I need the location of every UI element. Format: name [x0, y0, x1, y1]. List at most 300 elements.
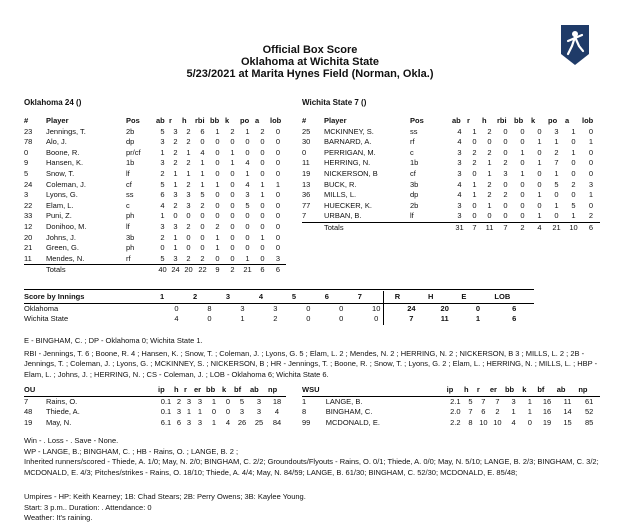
player-cell: 1 [215, 179, 220, 189]
player-cell: PERRIGAN, M. [324, 147, 376, 157]
column-header: Pos [410, 116, 424, 125]
player-cell: ph [126, 243, 135, 253]
pitcher-cell: 8 [302, 407, 307, 417]
pitcher-cell: 61 [578, 396, 600, 407]
player-cell: 0 [215, 147, 220, 157]
player-cell: 0 [186, 211, 191, 221]
pitcher-cell: 1 [197, 407, 203, 417]
player-cell: 4 [457, 190, 462, 200]
player-cell: 1 [588, 190, 594, 200]
away-pitching-header [24, 385, 286, 396]
player-cell: Hansen, K. [46, 158, 84, 168]
player-cell: 2 [186, 126, 191, 136]
player-cell: 0 [215, 253, 220, 263]
innings-team-name: Wichita State [24, 314, 69, 324]
column-header: h [182, 116, 187, 125]
player-row [24, 158, 286, 169]
pitcher-cell: 3 [184, 396, 194, 407]
pitcher-row [24, 396, 286, 407]
player-cell: 4 [245, 179, 250, 189]
pitcher-cell: May, N. [46, 417, 72, 427]
pitcher-cell: 3 [505, 396, 522, 407]
column-header: er [489, 385, 497, 394]
pitcher-cell: 18 [268, 396, 286, 407]
player-cell: 0 [260, 158, 265, 168]
totals-cell: 7 [467, 222, 482, 233]
inning-score: 8 [193, 303, 226, 314]
rhe-value: 1 [475, 314, 480, 324]
totals-cell: 4 [531, 222, 548, 233]
player-row [302, 201, 600, 212]
pitcher-cell: 2 [495, 407, 500, 417]
player-row [302, 190, 600, 201]
player-cell: 1 [186, 168, 191, 178]
player-cell: Snow, T. [46, 168, 75, 178]
pitcher-cell: 3 [197, 417, 203, 427]
pitcher-cell: 4 [225, 417, 231, 427]
totals-cell [302, 222, 324, 233]
inning-label: 7 [357, 292, 362, 301]
player-cell: 1 [520, 147, 525, 157]
player-cell: ss [410, 126, 418, 136]
inning-label: 3 [225, 292, 231, 301]
player-cell: 13 [302, 179, 311, 189]
player-row [302, 137, 600, 148]
player-cell: 21 [24, 243, 33, 253]
column-header: bb [504, 385, 515, 394]
score-by-innings-table [24, 292, 534, 325]
player-cell: 1 [200, 179, 205, 189]
pitcher-cell: BINGHAM, C. [325, 407, 373, 417]
player-cell: 0 [487, 211, 492, 221]
pitcher-row [302, 396, 600, 407]
weather-line: Weather: It's raining. [24, 513, 93, 523]
totals-cell [410, 222, 452, 233]
column-header: ab [556, 385, 566, 394]
pitcher-cell: 4 [511, 417, 516, 427]
totals-cell: 31 [452, 222, 467, 233]
pitcher-cell: 1 [302, 396, 326, 407]
column-header: bb [206, 385, 216, 394]
player-row [24, 211, 286, 222]
player-cell: 1 [554, 200, 559, 210]
player-cell: 4 [457, 126, 462, 136]
player-cell: 0 [230, 253, 235, 263]
player-cell: 1b [410, 158, 419, 168]
totals-cell: 11 [482, 222, 497, 233]
totals-cell: 7 [497, 222, 514, 233]
player-cell: 0 [472, 211, 477, 221]
player-cell: cf [126, 179, 132, 189]
column-header: r [467, 116, 470, 125]
player-cell: 2 [173, 158, 178, 168]
player-cell: 3 [503, 168, 508, 178]
column-header: np [578, 385, 588, 394]
player-cell: 36 [302, 190, 311, 200]
player-cell: 0 [472, 200, 477, 210]
player-cell: 1 [520, 168, 525, 178]
player-cell: 0 [275, 147, 281, 157]
inning-score: 3 [226, 303, 259, 314]
player-cell: 0 [275, 243, 281, 253]
player-cell: 2 [186, 158, 191, 168]
player-row [24, 180, 286, 191]
player-cell: Alo, J. [46, 137, 67, 147]
player-cell: 0 [487, 137, 492, 147]
player-cell: 0 [520, 200, 525, 210]
player-cell: 0 [230, 200, 235, 210]
player-cell: 0 [472, 137, 477, 147]
rhe-value: 7 [409, 314, 414, 324]
player-cell: 0 [537, 179, 542, 189]
inning-label: 5 [291, 292, 296, 301]
column-header: r [476, 385, 480, 394]
player-cell: 1 [554, 168, 559, 178]
pitcher-cell: 5 [234, 396, 250, 407]
column-header: a [565, 116, 570, 125]
player-cell: 1 [537, 211, 542, 221]
player-cell: Lyons, G. [46, 190, 78, 200]
player-cell: 2 [200, 200, 205, 210]
player-cell: 0 [503, 211, 508, 221]
decisions-note: Win - . Loss - . Save - None. [24, 436, 119, 445]
player-cell: 3 [24, 190, 29, 200]
player-cell: 19 [302, 168, 311, 178]
pitcher-cell: 48 [24, 407, 33, 417]
column-header: k [222, 385, 227, 394]
player-cell: 2 [487, 147, 492, 157]
player-cell: 0 [588, 126, 594, 136]
totals-cell: 9 [210, 265, 225, 276]
totals-cell: 10 [565, 222, 582, 233]
player-cell: Boone, R. [46, 147, 80, 157]
player-cell: 2b [410, 200, 419, 210]
inning-score: 10 [358, 303, 395, 314]
player-cell: 3 [173, 190, 178, 200]
player-cell: 5 [24, 168, 29, 178]
player-row [302, 180, 600, 191]
player-cell: 0 [186, 243, 191, 253]
player-cell: URBAN, B. [324, 211, 362, 221]
player-cell: 5 [200, 190, 205, 200]
player-cell: 0 [520, 211, 525, 221]
pitcher-row [302, 418, 600, 429]
player-cell: 1 [472, 179, 477, 189]
player-cell: 1 [487, 168, 492, 178]
player-cell: 2 [200, 253, 205, 263]
player-cell: 1 [260, 190, 265, 200]
player-cell: 1 [245, 168, 250, 178]
player-cell: 12 [24, 221, 33, 231]
player-cell: lf [126, 221, 130, 231]
totals-cell: 6 [270, 265, 286, 276]
player-cell: 3 [160, 158, 165, 168]
innings-header [24, 292, 534, 303]
totals-cell: 2 [225, 265, 240, 276]
totals-cell: Totals [46, 265, 126, 276]
column-header: lob [270, 116, 282, 125]
player-cell: 1 [571, 147, 576, 157]
player-cell: 3 [457, 168, 462, 178]
column-header: er [194, 385, 202, 394]
player-cell: 1 [160, 211, 165, 221]
pitcher-cell: 0 [222, 396, 234, 407]
player-cell: Johns, J. [46, 232, 77, 242]
pitcher-cell: 0 [527, 417, 532, 427]
totals-cell: 6 [255, 265, 270, 276]
player-cell: 2 [472, 158, 477, 168]
player-cell: 7 [302, 211, 307, 221]
totals-cell: 21 [240, 265, 255, 276]
column-header: ab [250, 385, 259, 394]
player-cell: 0 [215, 168, 220, 178]
totals-row [24, 265, 286, 276]
player-cell: 0 [302, 147, 307, 157]
player-cell: 4 [457, 179, 462, 189]
player-cell: 3 [588, 179, 594, 189]
column-header: h [482, 116, 487, 125]
player-cell: 11 [24, 253, 32, 263]
column-header: h [463, 385, 469, 394]
player-cell: ss [126, 190, 134, 200]
player-cell: 1 [472, 190, 477, 200]
pitcher-cell: 5 [464, 396, 477, 407]
player-cell: rf [126, 253, 131, 263]
player-cell: 0 [186, 232, 191, 242]
pitcher-cell: MCDONALD, E. [325, 417, 380, 427]
player-cell: 3 [457, 158, 462, 168]
player-cell: 0 [275, 126, 281, 136]
player-row [24, 243, 286, 254]
player-cell: 3 [160, 221, 165, 231]
player-cell: 3 [173, 253, 178, 263]
player-cell: 5 [160, 253, 165, 263]
pitcher-cell: 3 [194, 396, 206, 407]
inning-score: 0 [374, 314, 379, 324]
pitcher-cell: 3 [256, 407, 262, 417]
inherited-runners-note: Inherited runners/scored - Thiede, A. 1/0; May, N. 2/0; BINGHAM, C. 2/2; Groundouts/Flyouts - Rains, O. 0/1; Thiede, A. 0/0; May, N. 5/10; LANGE, B. 2/3; BINGHAM, C. 3/2; MCDONALD, E. 4/3; Pitches/strikes - Rains, O. 18/10; Thiede, A. 4/4; May, N. 84/59; LANGE, B. 61/30; BINGHAM, C. 52/30; MCDONALD, E. 85/48; [24, 457, 599, 477]
player-cell: 0 [472, 168, 477, 178]
player-cell: 1 [472, 126, 477, 136]
player-cell: 0 [503, 126, 508, 136]
rhe-value: 0 [461, 303, 494, 314]
player-cell: 1 [173, 243, 178, 253]
column-header: ip [158, 385, 165, 394]
pitching-team-label: WSU [302, 385, 320, 394]
player-cell: 0 [503, 147, 508, 157]
player-cell: 0 [173, 211, 178, 221]
pitcher-cell: 1 [527, 407, 532, 417]
inning-score: 0 [160, 303, 193, 314]
player-row [24, 233, 286, 244]
home-pitching-header [302, 385, 600, 396]
pitcher-cell: 26 [237, 417, 247, 427]
player-cell: 2 [487, 126, 492, 136]
player-cell: 0 [230, 168, 235, 178]
innings-team-name: Oklahoma [24, 303, 160, 314]
player-cell: 0 [200, 211, 205, 221]
player-cell: 3 [160, 137, 165, 147]
column-header: np [268, 385, 278, 394]
innings-top-rule [24, 289, 534, 290]
player-cell: 0 [520, 190, 525, 200]
player-cell: 0 [520, 137, 525, 147]
player-cell: 2 [173, 147, 178, 157]
player-cell: lf [410, 211, 414, 221]
player-cell: 0 [571, 158, 576, 168]
player-cell: 1 [260, 232, 265, 242]
player-cell: 0 [571, 137, 576, 147]
player-cell: 0 [215, 190, 220, 200]
player-cell: MCKINNEY, S. [324, 126, 374, 136]
pitcher-cell: 25 [254, 417, 264, 427]
pitcher-cell: 8 [468, 417, 473, 427]
pitcher-cell: 16 [542, 407, 552, 417]
player-cell: 9 [24, 158, 29, 168]
player-cell: 1 [245, 126, 250, 136]
pitcher-cell: 6.1 [160, 417, 172, 427]
rhe-value: 6 [512, 314, 517, 324]
player-cell: 0 [537, 126, 542, 136]
report-title: Official Box Score [262, 44, 358, 56]
totals-row [302, 222, 600, 233]
pitcher-cell: 10 [493, 417, 502, 427]
column-header: Player [324, 116, 347, 125]
player-cell: 2 [186, 179, 191, 189]
player-cell: BARNARD, A. [324, 137, 372, 147]
column-header: Pos [126, 116, 140, 125]
player-cell: dp [410, 190, 419, 200]
player-cell: c [410, 147, 414, 157]
pitcher-cell: 3 [239, 407, 245, 417]
player-cell: 0 [588, 168, 594, 178]
player-cell: 3b [126, 232, 135, 242]
pitcher-cell: 0.1 [160, 407, 172, 417]
rhe-value: 24 [395, 303, 428, 314]
player-cell: 2 [487, 190, 492, 200]
player-cell: 3 [186, 190, 191, 200]
player-cell: 0 [230, 221, 235, 231]
player-cell: 1 [588, 137, 594, 147]
player-cell: 0 [200, 137, 205, 147]
player-cell: 2 [173, 137, 178, 147]
player-cell: 2 [472, 147, 477, 157]
totals-cell: Totals [324, 222, 410, 233]
player-cell: 11 [302, 158, 310, 168]
player-cell: 78 [24, 137, 33, 147]
rhe-value: 20 [428, 303, 461, 314]
player-cell: 2 [160, 232, 165, 242]
rhe-label: LOB [494, 292, 511, 301]
rhe-label: R [394, 292, 401, 301]
pitcher-cell: 10 [479, 417, 488, 427]
player-cell: 5 [571, 200, 576, 210]
player-cell: 0 [275, 232, 281, 242]
player-cell: 0 [260, 243, 265, 253]
inning-score: 0 [325, 303, 358, 314]
pitcher-cell: Rains, O. [46, 396, 158, 407]
player-cell: 0 [245, 243, 250, 253]
player-cell: Elam, L. [46, 200, 74, 210]
column-header: Player [46, 116, 69, 125]
player-row [24, 137, 286, 148]
column-header: ab [452, 116, 461, 125]
player-cell: 0 [537, 168, 542, 178]
player-cell: 0 [260, 200, 265, 210]
player-cell: Jennings, T. [46, 126, 86, 136]
player-cell: 4 [457, 137, 462, 147]
player-cell: 0 [554, 190, 559, 200]
away-pitching-table [24, 385, 286, 428]
player-cell: MILLS, L. [324, 190, 357, 200]
player-cell: 0 [275, 190, 281, 200]
player-cell: 5 [245, 200, 250, 210]
inning-label: 6 [324, 292, 329, 301]
column-header: k [531, 116, 536, 125]
totals-cell: 2 [514, 222, 531, 233]
player-cell: 0 [260, 221, 265, 231]
player-cell: Mendes, N. [46, 253, 85, 263]
pitcher-cell: 2.2 [450, 417, 461, 427]
player-cell: 1 [571, 211, 576, 221]
player-cell: 0 [215, 158, 220, 168]
player-cell: Donihoo, M. [46, 221, 87, 231]
player-cell: 5 [554, 179, 559, 189]
column-header: bb [210, 116, 220, 125]
player-cell: 0 [520, 179, 525, 189]
inning-score: 0 [339, 314, 344, 324]
player-cell: 2 [554, 147, 559, 157]
player-row [24, 169, 286, 180]
column-header: bf [234, 385, 242, 394]
player-cell: 0 [215, 211, 220, 221]
player-cell: 0 [537, 147, 542, 157]
player-cell: 0 [520, 126, 525, 136]
pitcher-cell: 99 [302, 417, 311, 427]
pitching-notes [24, 436, 606, 478]
player-cell: 2 [186, 253, 191, 263]
rhe-value: 11 [440, 314, 449, 324]
player-cell: 3 [275, 253, 281, 263]
player-cell: 0 [200, 221, 205, 231]
player-cell: 6 [160, 190, 165, 200]
column-header: ab [156, 116, 165, 125]
game-notes [24, 336, 606, 380]
player-cell: c [126, 200, 130, 210]
player-cell: Puni, Z. [46, 211, 72, 221]
innings-team-row [24, 314, 534, 325]
player-row [24, 254, 286, 265]
pitcher-cell: 2.1 [447, 396, 464, 407]
innings-team-row [24, 303, 534, 314]
player-cell: rf [410, 137, 415, 147]
player-row [24, 222, 286, 233]
player-cell: 0 [520, 158, 525, 168]
inning-label: 4 [258, 292, 264, 301]
player-cell: 3 [457, 147, 462, 157]
away-team-heading: Oklahoma 24 () [24, 98, 82, 107]
player-cell: 0 [230, 243, 235, 253]
column-header: po [240, 116, 250, 125]
pitcher-cell: 1 [522, 396, 537, 407]
player-cell: 1 [215, 126, 220, 136]
player-row [302, 158, 600, 169]
player-cell: 24 [24, 179, 33, 189]
player-cell: 0 [275, 158, 281, 168]
player-row [302, 169, 600, 180]
player-cell: 0 [260, 137, 265, 147]
game-info [24, 492, 606, 524]
